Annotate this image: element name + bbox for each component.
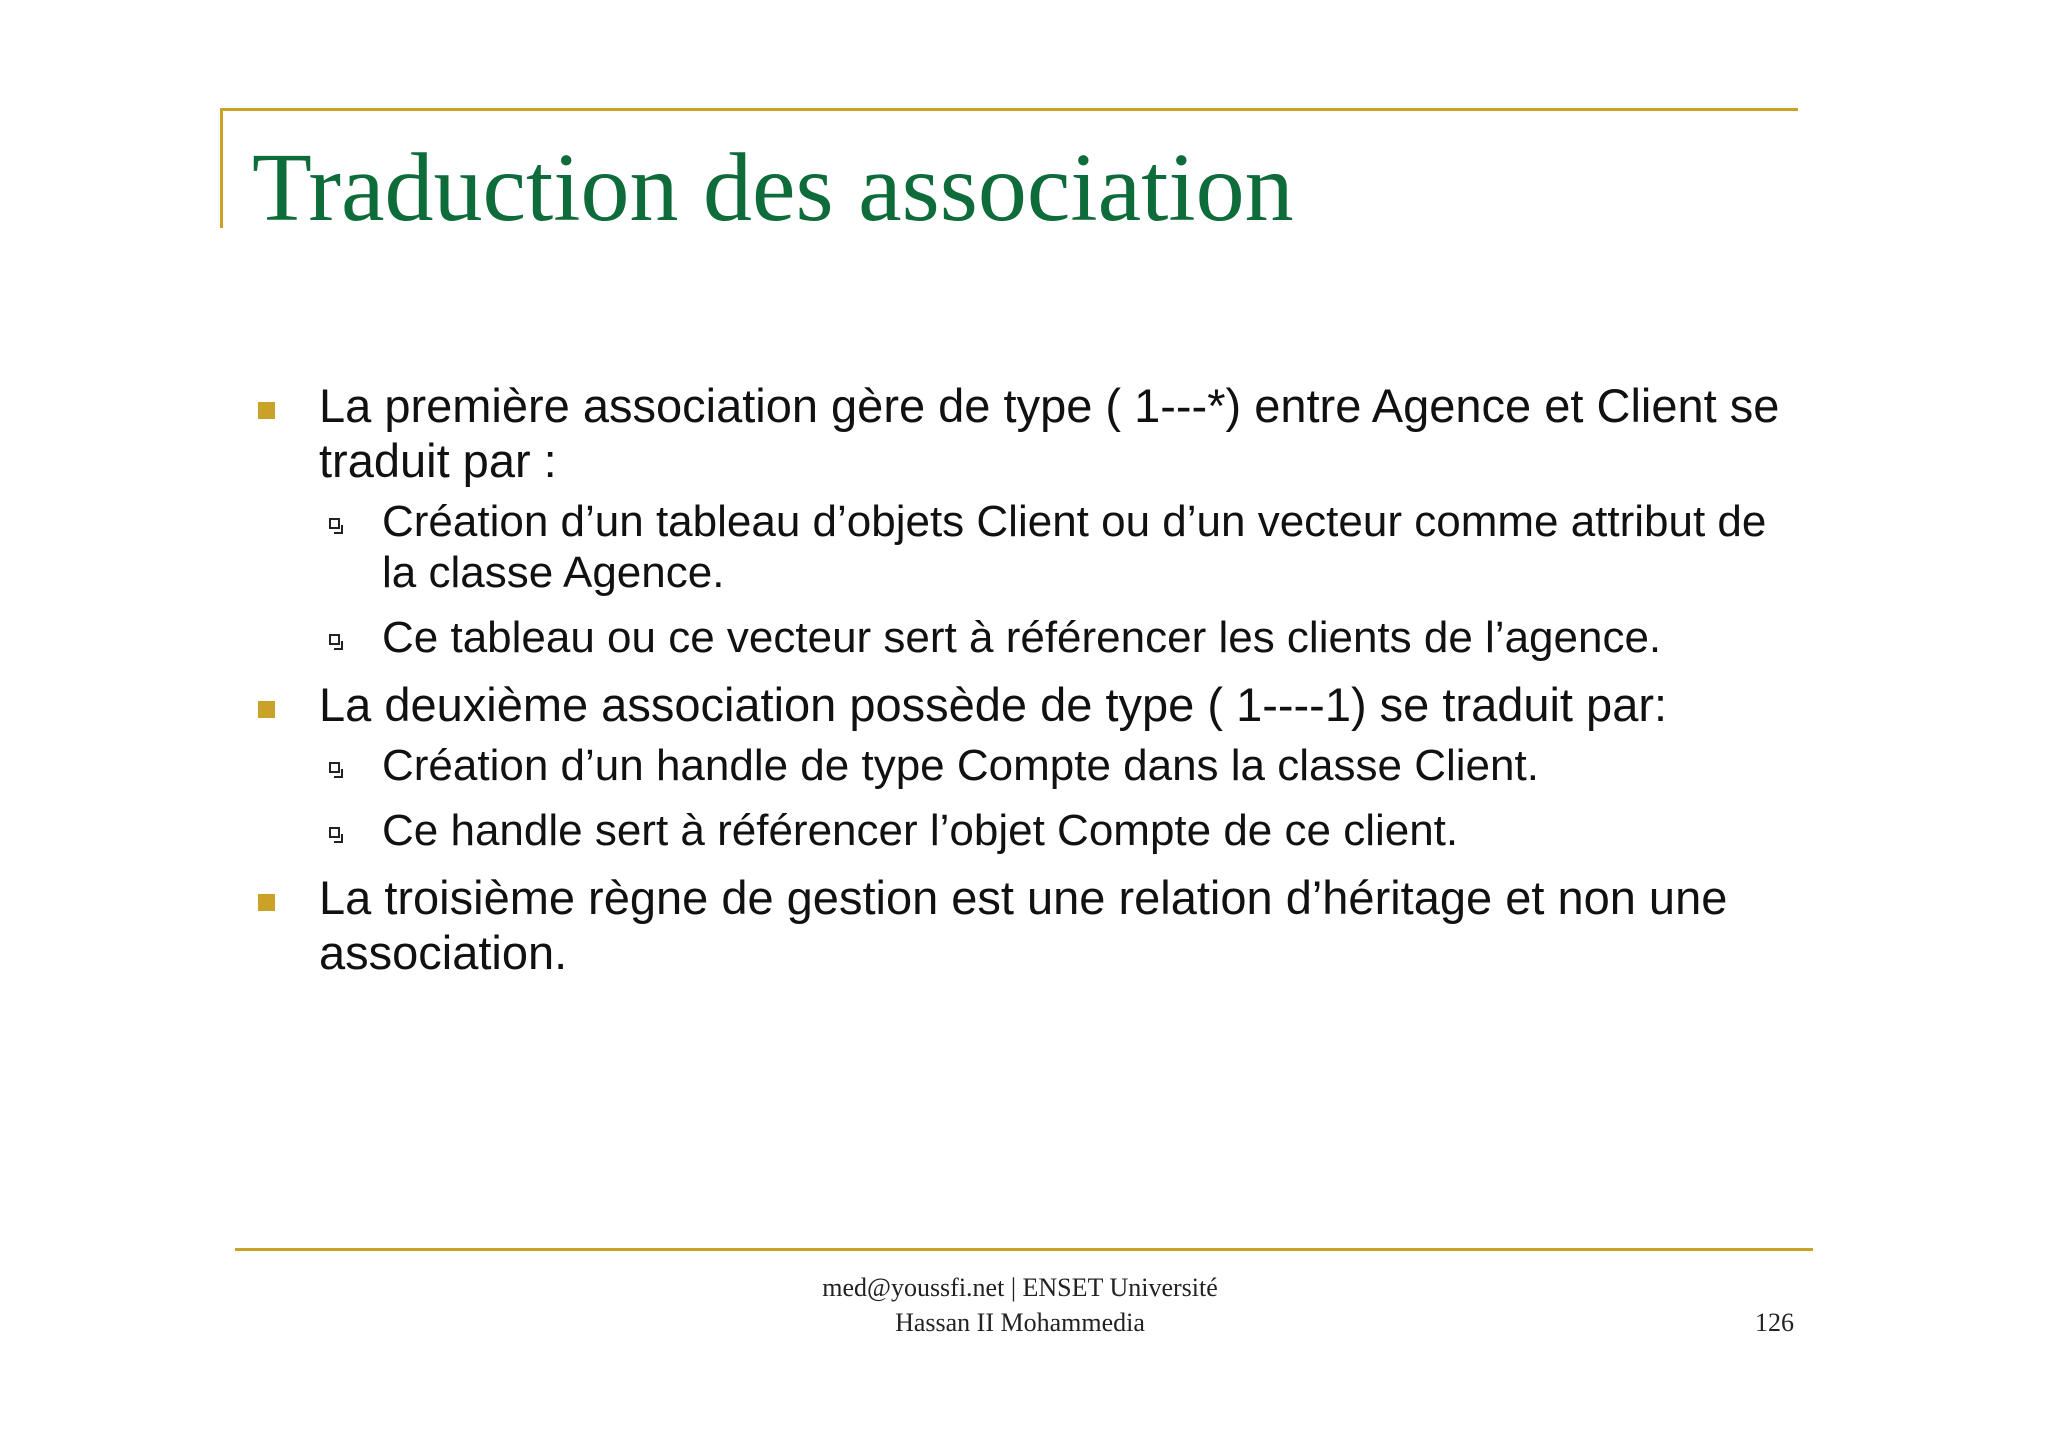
shadow-box-bullet-icon [329, 634, 340, 645]
page-number: 126 [1755, 1308, 1794, 1337]
sub-bullet-text: Ce handle sert à référencer l’objet Compte de ce client. [382, 806, 1459, 855]
bullet-text: La troisième règne de gestion est une relation d’héritage et non une association. [319, 871, 1728, 979]
slide-title: Traduction des association [252, 134, 1294, 242]
sub-bullet-text: Création d’un handle de type Compte dans la classe Client. [382, 741, 1539, 790]
sub-bullet-item [319, 740, 1812, 791]
square-bullet-icon [258, 701, 275, 718]
shadow-box-bullet-icon [329, 827, 340, 838]
sub-bullet-item [319, 496, 1812, 598]
square-bullet-icon [258, 402, 275, 419]
footer-line-1: med@youssfi.net | ENSET Université [822, 1273, 1218, 1302]
bullet-item [252, 677, 1812, 856]
footer-rule [235, 1248, 1813, 1251]
shadow-box-bullet-icon [329, 762, 340, 773]
bullet-item [252, 870, 1812, 980]
sub-bullet-text: Ce tableau ou ce vecteur sert à référencer les clients de l’agence. [382, 613, 1662, 662]
bullet-text: La deuxième association possède de type ( 1----1) se traduit par: [319, 678, 1668, 731]
bullet-text: La première association gère de type ( 1---*) entre Agence et Client se traduit par : [319, 379, 1780, 487]
sub-bullet-text: Création d’un tableau d’objets Client ou d’un vecteur comme attribut de la classe Agence. [382, 497, 1767, 597]
footer-credit [720, 1270, 1320, 1340]
title-left-rule [220, 108, 223, 228]
title-top-rule [220, 108, 1798, 111]
square-bullet-icon [258, 894, 275, 911]
bullet-item [252, 378, 1812, 663]
footer-line-2: Hassan II Mohammedia [895, 1308, 1145, 1337]
bullet-list [252, 378, 1812, 986]
sub-bullet-list [319, 496, 1812, 663]
sub-bullet-item [319, 612, 1812, 663]
sub-bullet-item [319, 805, 1812, 856]
sub-bullet-list [319, 740, 1812, 856]
shadow-box-bullet-icon [329, 518, 340, 529]
